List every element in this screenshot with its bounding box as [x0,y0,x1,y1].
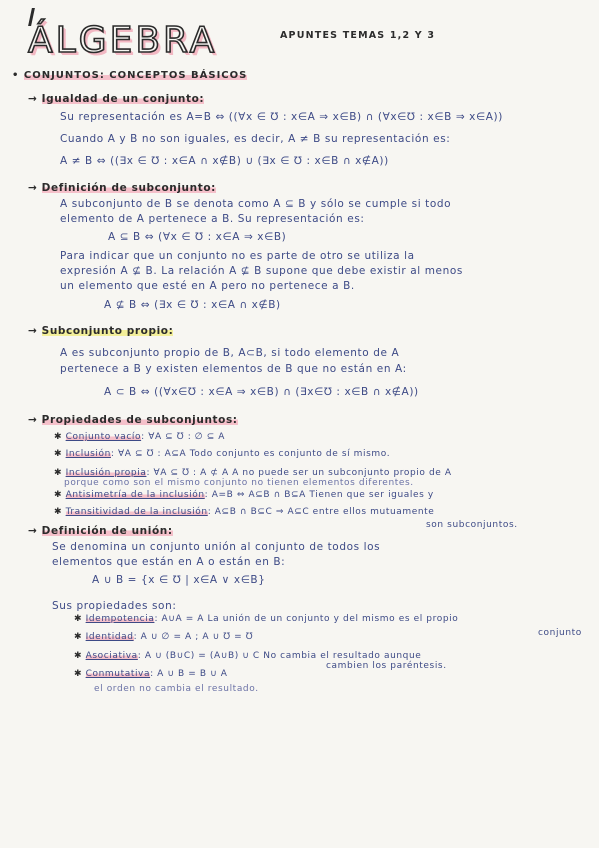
propiedad-text: : A=B ⇔ A⊆B ∩ B⊆A Tienen que ser iguales y [204,490,434,500]
subconjunto-line-4: Para indicar que un conjunto no es parte de otro se utiliza la [60,250,415,262]
section-title: CONJUNTOS: CONCEPTOS BÁSICOS [23,70,248,81]
propio-line-3: A ⊂ B ⇔ ((∀x∈℧ : x∈A ⇒ x∈B) ∩ (∃x∈℧ : x∈B ∩ x∉A)) [104,386,419,398]
union-prop-row [74,669,228,679]
union-prop-row [74,651,421,661]
propio-heading-row [28,325,173,337]
propiedad-text: : ∀A ⊆ ℧ : ∅ ⊆ A [141,432,226,442]
star-icon: ✱ [54,432,66,442]
igualdad-line-2: Cuando A y B no son iguales, es decir, A ≠ B su representación es: [60,133,451,145]
subconjunto-heading: Definición de subconjunto: [41,182,216,194]
propiedad-name: Inclusión [65,449,111,459]
propio-line-2: pertenece a B y existen elementos de B que no están en A: [60,363,407,375]
union-line-4: Sus propiedades son: [52,600,177,612]
propiedad-row [54,468,452,478]
page-title: ÁLGEBRA [28,20,218,61]
subconjunto-line-3: A ⊆ B ⇔ (∀x ∈ ℧ : x∈A ⇒ x∈B) [108,231,287,243]
star-icon: ✱ [54,490,66,500]
igualdad-heading: Igualdad de un conjunto: [41,93,205,105]
star-icon: ✱ [54,507,66,517]
star-icon: ✱ [74,632,86,642]
propiedad-name: Transitividad de la inclusión [65,507,208,517]
star-icon: ✱ [54,449,66,459]
subconjunto-line-6: un elemento que esté en A pero no pertenece a B. [60,280,355,292]
propiedad-row [54,507,434,517]
subconjunto-line-2: elemento de A pertenece a B. Su representación es: [60,213,365,225]
arrow-icon: → [28,414,42,426]
union-prop-cont: cambien los paréntesis. [326,661,447,671]
union-heading-row [28,525,173,537]
subconjunto-heading-row [28,182,216,194]
union-heading: Definición de unión: [41,525,173,537]
igualdad-line-3: A ≠ B ⇔ ((∃x ∈ ℧ : x∈A ∩ x∉B) ∪ (∃x ∈ ℧ : x∈B ∩ x∉A)) [60,155,389,167]
propiedad-text: : ∀A ⊆ ℧ : A⊆A Todo conjunto es conjunto de sí mismo. [110,449,391,459]
arrow-icon: → [28,93,42,105]
union-prop-text: : A ∪ B = B ∪ A [150,669,228,679]
propiedad-name: Conjunto vacío [65,432,142,442]
star-icon: ✱ [74,669,86,679]
arrow-icon: → [28,525,42,537]
subconjunto-line-7: A ⊈ B ⇔ (∃x ∈ ℧ : x∈A ∩ x∉B) [104,299,281,311]
star-icon: ✱ [74,614,86,624]
union-prop-name: Conmutativa [85,669,151,679]
union-prop-text: : A∪A = A La unión de un conjunto y del mismo es el propio [154,614,459,624]
star-icon: ✱ [54,468,66,478]
propiedad-row [54,490,434,500]
star-icon: ✱ [74,651,86,661]
propiedad-name: Inclusión propia [65,468,147,478]
union-prop-row [74,632,253,642]
arrow-icon: → [28,182,42,194]
propiedad-text: : ∀A ⊆ ℧ : A ⊄ A A no puede ser un subconjunto propio de A [146,468,452,478]
section-heading [12,70,247,81]
propiedades-heading: Propiedades de subconjuntos: [41,414,238,426]
igualdad-heading-row [28,93,204,105]
propiedad-text: : A⊆B ∩ B⊆C ⇒ A⊆C entre ellos mutuamente [207,507,435,517]
union-prop-text: : A ∪ (B∪C) = (A∪B) ∪ C No cambia el resultado aunque [137,651,422,661]
union-line-1: Se denomina un conjunto unión al conjunto de todos los [52,541,381,553]
propio-line-1: A es subconjunto propio de B, A⊂B, si todo elemento de A [60,347,400,359]
union-line-2: elementos que están en A o están en B: [52,556,286,568]
igualdad-line-1: Su representación es A=B ⇔ ((∀x ∈ ℧ : x∈A ⇒ x∈B) ∩ (∀x∈℧ : x∈B ⇒ x∈A)) [60,111,503,123]
propiedad-cont: porque como son el mismo conjunto no tienen elementos diferentes. [64,478,414,488]
bullet-icon: • [12,70,24,81]
subconjunto-line-5: expresión A ⊈ B. La relación A ⊈ B supone que debe existir al menos [60,265,463,277]
union-prop-cont: el orden no cambia el resultado. [94,684,259,694]
union-prop-text: : A ∪ ∅ = A ; A ∪ ℧ = ℧ [133,632,254,642]
subconjunto-line-1: A subconjunto de B se denota como A ⊆ B y sólo se cumple si todo [60,198,452,210]
union-prop-cont: conjunto [538,628,582,638]
propiedad-row [54,449,390,459]
arrow-icon: → [28,325,42,337]
page-subtitle: APUNTES TEMAS 1,2 Y 3 [280,30,436,41]
propio-heading: Subconjunto propio: [41,325,174,337]
propiedad-row [54,432,225,442]
propiedad-name: Antisimetría de la inclusión [65,490,205,500]
propiedades-heading-row [28,414,238,426]
union-prop-name: Idempotencia [85,614,155,624]
union-prop-row [74,614,458,624]
union-prop-name: Identidad [85,632,134,642]
union-prop-name: Asociativa [85,651,138,661]
propiedad-cont: son subconjuntos. [426,520,518,530]
union-line-3: A ∪ B = {x ∈ ℧ | x∈A ∨ x∈B} [92,574,266,586]
